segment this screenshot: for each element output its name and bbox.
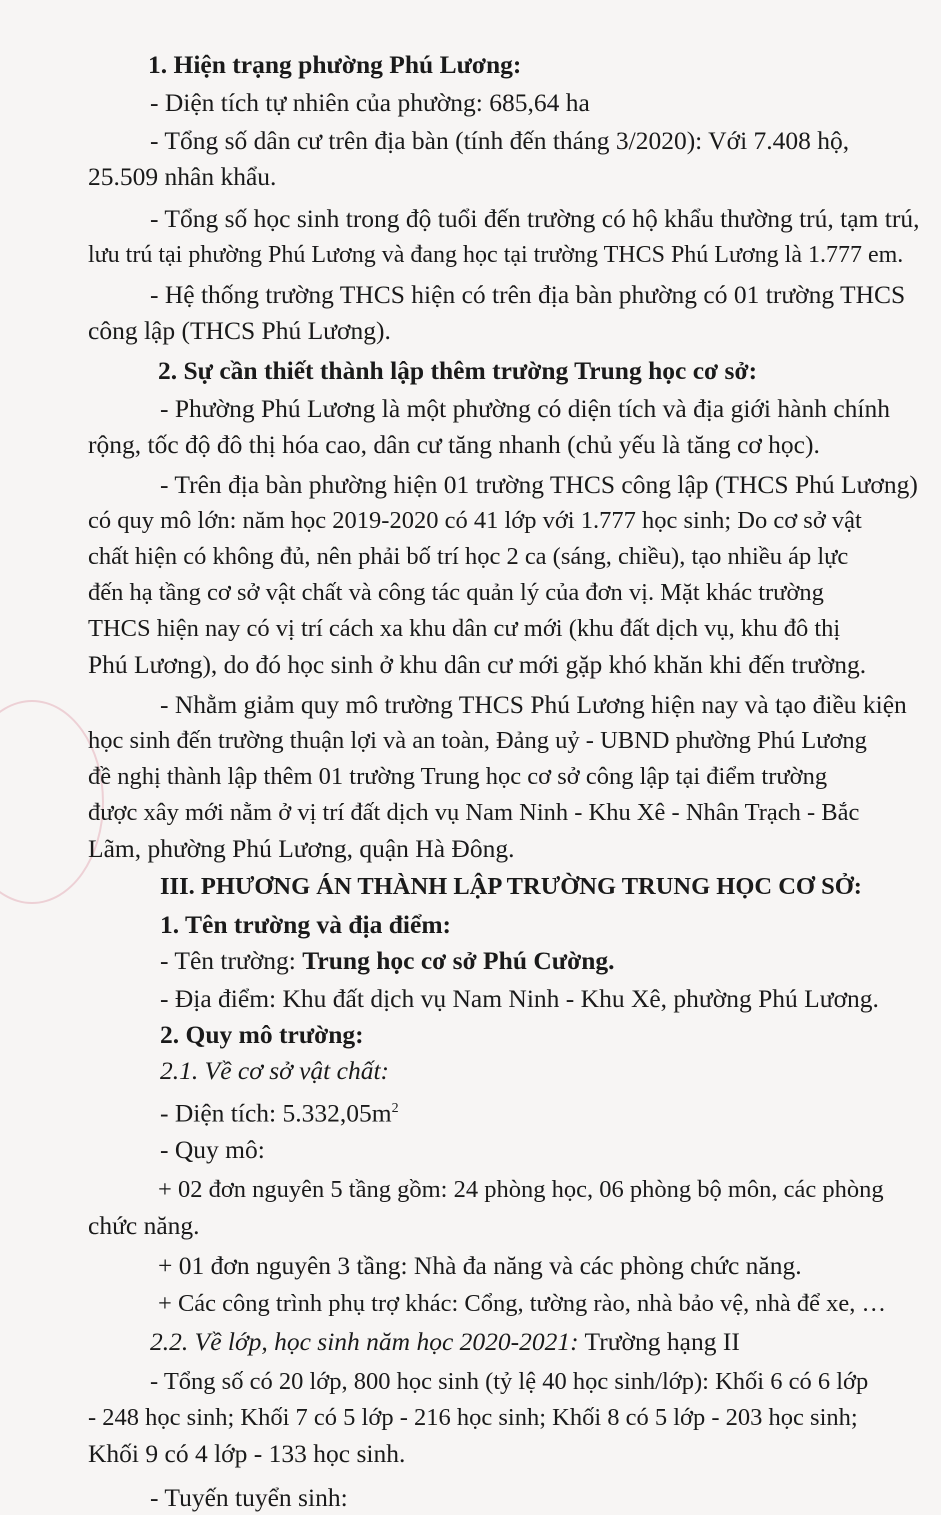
necessity-para3-line3: đề nghị thành lập thêm 01 trường Trung học cơ sở công lập tại điểm trường [88,763,828,790]
necessity-para2-line1: - Trên địa bàn phường hiện 01 trường THCS công lập (THCS Phú Lương) [160,470,918,499]
section-current-status-heading: 1. Hiện trạng phường Phú Lương: [148,50,522,79]
facility-area-text: - Diện tích: 5.332,05m [160,1098,392,1128]
students-line-2: lưu trú tại phường Phú Lương và đang học tại trường THCS Phú Lương là 1.777 em. [88,242,904,268]
school-name-label: - Tên trường: [160,946,303,975]
classes-heading: 2.2. Về lớp, học sinh năm học 2020-2021: [150,1326,579,1356]
square-superscript: 2 [391,1101,399,1116]
necessity-para2-line6: Phú Lương), do đó học sinh ở khu dân cư mới gặp khó khăn khi đến trường. [88,650,867,679]
schools-line-2: công lập (THCS Phú Lương). [88,316,391,345]
population-line-1: - Tổng số dân cư trên địa bàn (tính đến tháng 3/2020): Với 7.408 hộ, [150,126,850,155]
school-name-line [160,944,908,978]
name-location-heading: 1. Tên trường và địa điểm: [160,910,452,939]
necessity-para3-line2: học sinh đến trường thuận lợi và an toàn, Đảng uỷ - UBND phường Phú Lương [88,727,867,754]
natural-area-line: - Diện tích tự nhiên của phường: 685,64 ha [150,88,590,117]
section-necessity-heading: 2. Sự cần thiết thành lập thêm trường Trung học cơ sở: [158,356,758,385]
classes-heading-line [150,1325,908,1359]
classes-line-2: - 248 học sinh; Khối 7 có 5 lớp - 216 học sinh; Khối 8 có 5 lớp - 203 học sinh; [88,1403,858,1431]
necessity-para2-line5: THCS hiện nay có vị trí cách xa khu dân cư mới (khu đất dịch vụ, khu đô thị [88,615,841,642]
unit1-line-2: chức năng. [88,1210,200,1240]
location-line: - Địa điểm: Khu đất dịch vụ Nam Ninh - Khu Xê, phường Phú Lương. [160,984,879,1013]
necessity-para2-line4: đến hạ tầng cơ sở vật chất và công tác quản lý của đơn vị. Mặt khác trường [88,579,824,606]
classes-line-3: Khối 9 có 4 lớp - 133 học sinh. [88,1438,406,1468]
necessity-para2-line2: có quy mô lớn: năm học 2019-2020 có 41 lớp với 1.777 học sinh; Do cơ sở vật [88,507,862,534]
facilities-heading: 2.1. Về cơ sở vật chất: [160,1056,390,1085]
population-line-2: 25.509 nhân khẩu. [88,162,277,191]
document-body [88,40,920,1515]
scale-label: - Quy mô: [160,1134,265,1164]
necessity-para3-line4: được xây mới nằm ở vị trí đất dịch vụ Nam Ninh - Khu Xê - Nhân Trạch - Bắc [88,799,860,826]
auxiliary-works-line: + Các công trình phụ trợ khác: Cổng, tường rào, nhà bảo vệ, nhà để xe, … [158,1289,886,1317]
necessity-para3-line5: Lãm, phường Phú Lương, quận Hà Đông. [88,834,515,863]
unit1-line-1: + 02 đơn nguyên 5 tầng gồm: 24 phòng học, 06 phòng bộ môn, các phòng [158,1175,884,1203]
schools-line-1: - Hệ thống trường THCS hiện có trên địa bàn phường có 01 trường THCS [150,280,906,309]
students-line-1: - Tổng số học sinh trong độ tuổi đến trường có hộ khẩu thường trú, tạm trú, [150,204,920,233]
necessity-para1-line1: - Phường Phú Lương là một phường có diện tích và địa giới hành chính [160,394,890,423]
scale-heading: 2. Quy mô trường: [160,1020,364,1049]
classes-line-1: - Tổng số có 20 lớp, 800 học sinh (tỷ lệ 40 học sinh/lớp): Khối 6 có 6 lớp [150,1367,869,1395]
necessity-para2-line3: chất hiện có không đủ, nên phải bố trí học 2 ca (sáng, chiều), tạo nhiều áp lực [88,543,849,570]
unit2-line: + 01 đơn nguyên 3 tầng: Nhà đa năng và các phòng chức năng. [158,1250,802,1280]
school-name-value: Trung học cơ sở Phú Cường. [302,946,615,975]
school-rank: Trường hạng II [578,1326,740,1356]
facility-area-line [160,1092,908,1131]
section-plan-heading: III. PHƯƠNG ÁN THÀNH LẬP TRƯỜNG TRUNG HỌC CƠ SỞ: [160,873,862,900]
necessity-para1-line2: rộng, tốc độ đô thị hóa cao, dân cư tăng nhanh (chủ yếu là tăng cơ học). [88,430,820,459]
enrollment-line: - Tuyến tuyển sinh: [150,1482,348,1512]
necessity-para3-line1: - Nhằm giảm quy mô trường THCS Phú Lương hiện nay và tạo điều kiện [160,690,907,719]
